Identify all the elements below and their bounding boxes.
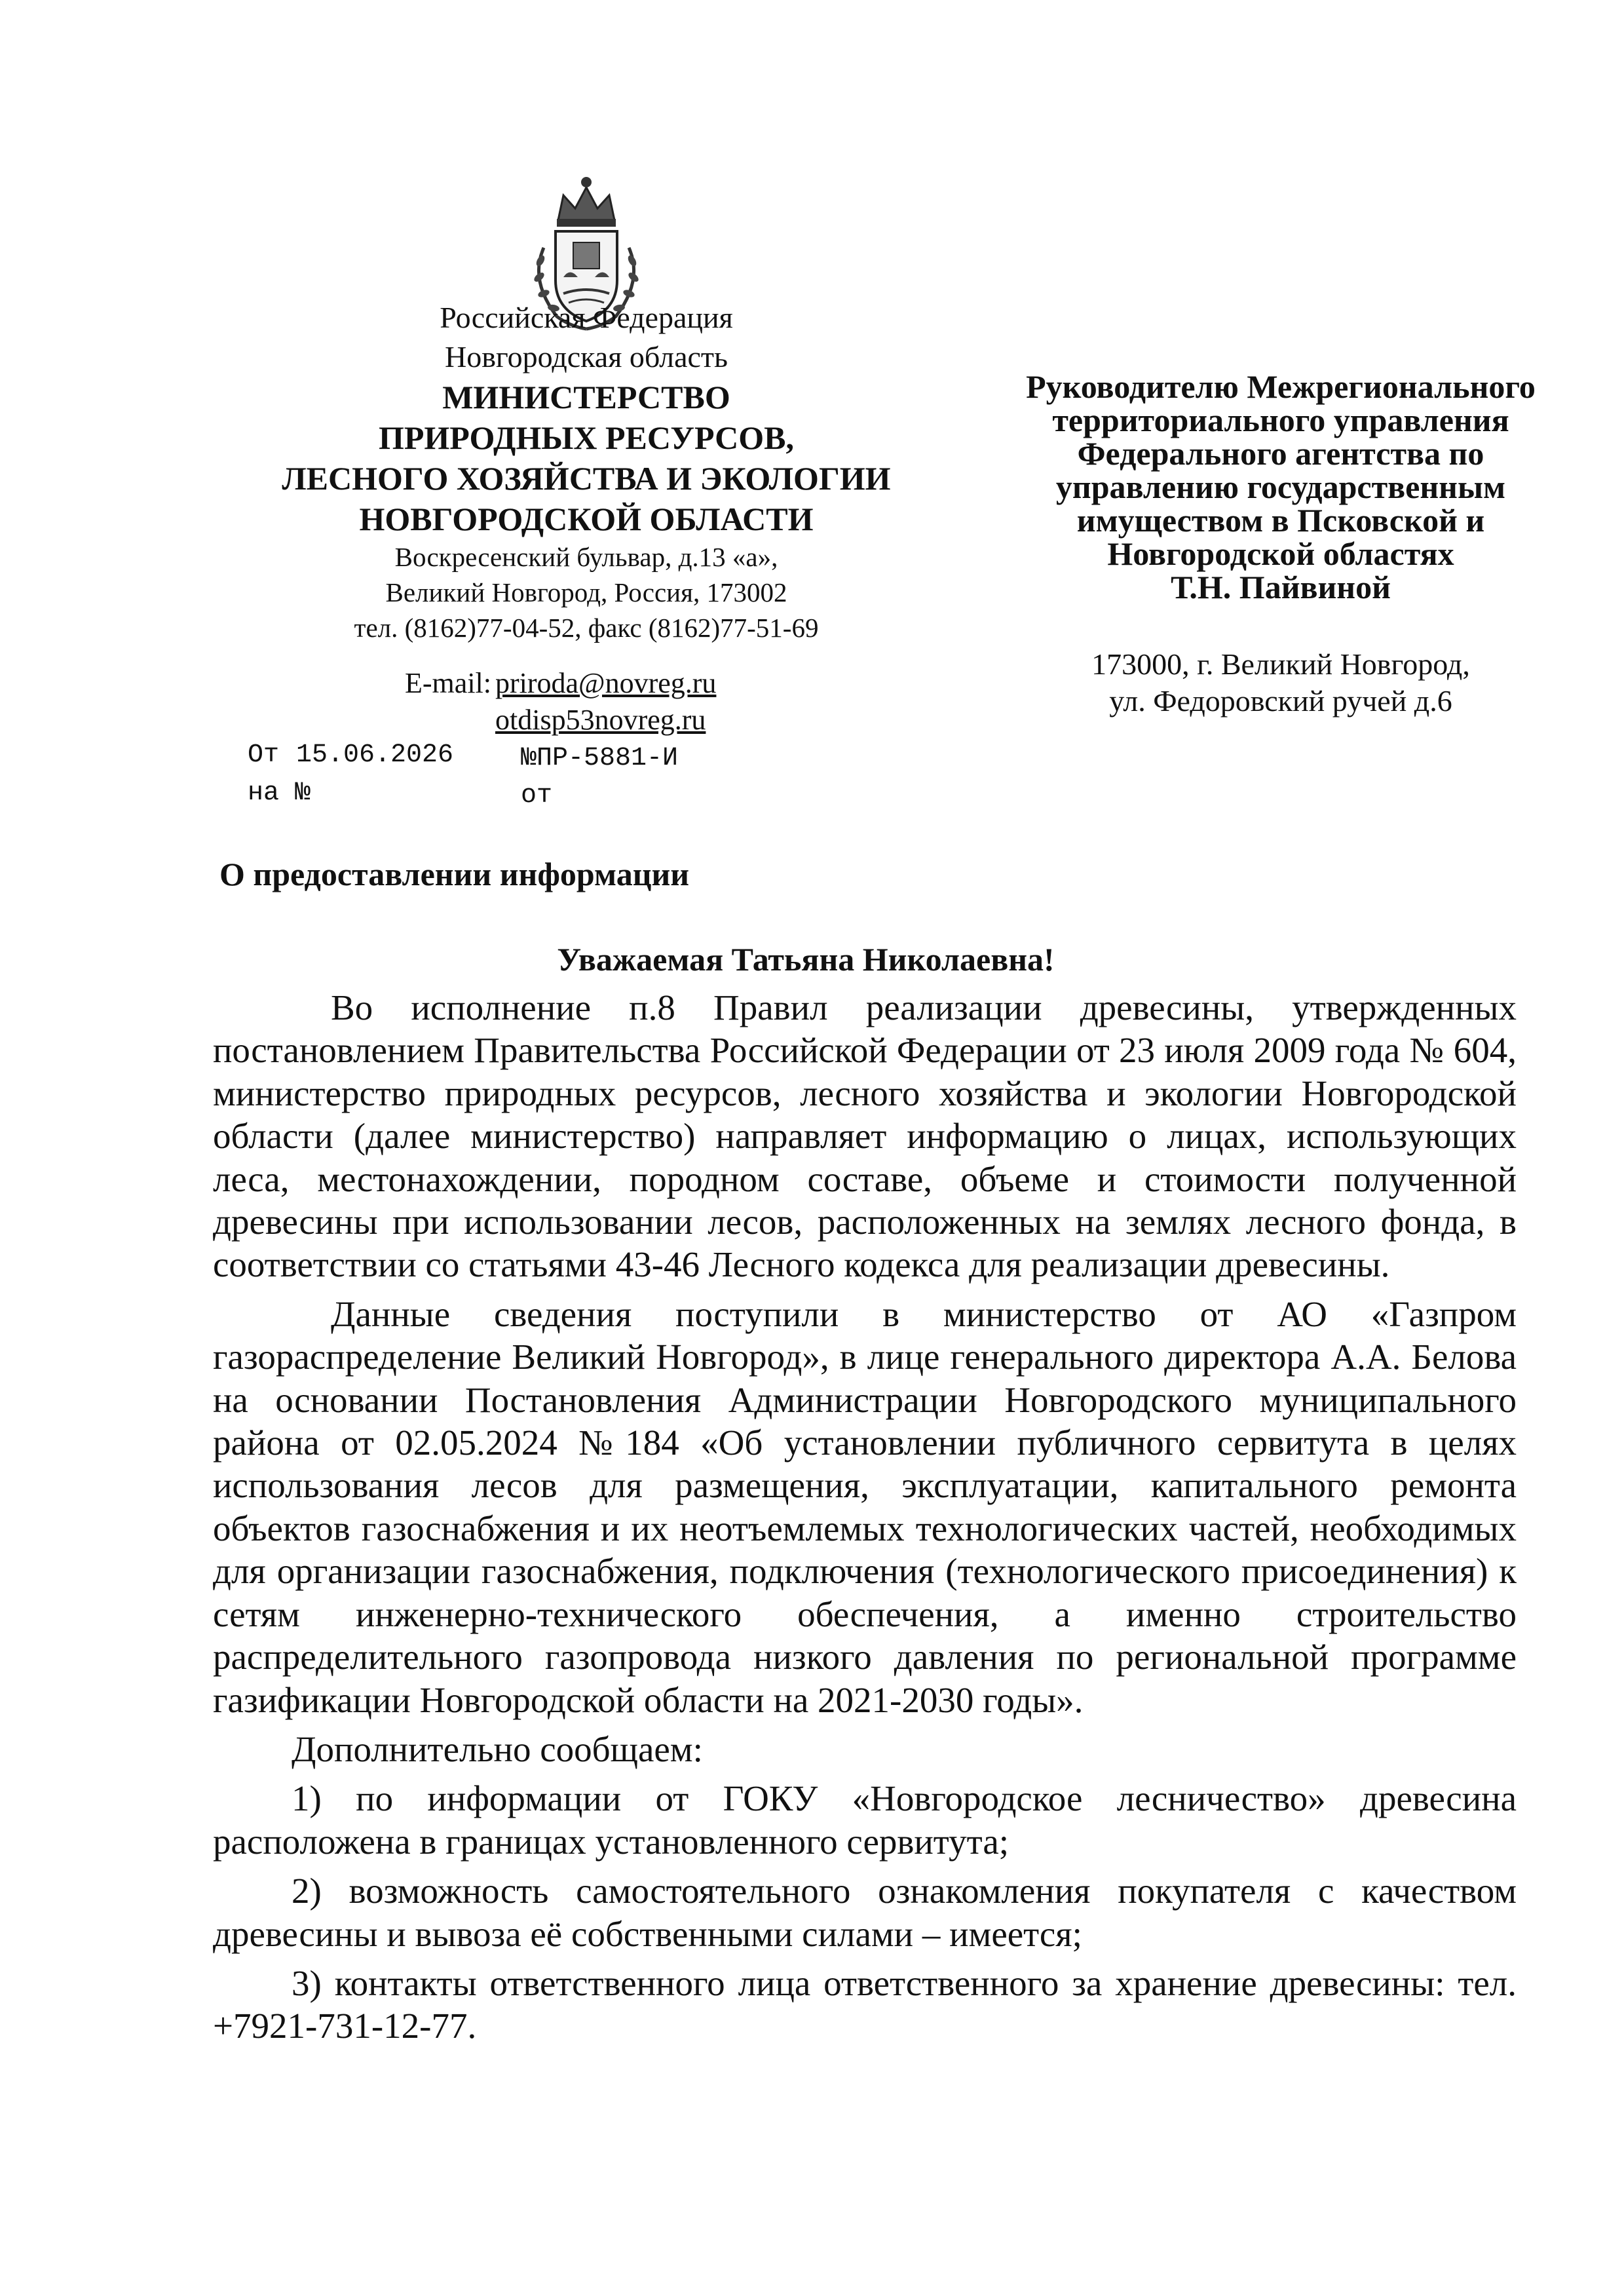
addressee-block (947, 370, 1615, 719)
email-link[interactable]: priroda@novreg.ru (495, 667, 717, 699)
letterhead-country: Российская Федерация (440, 301, 733, 334)
registration-from-label: От (248, 740, 280, 770)
email-label: E-mail: (405, 667, 491, 699)
addressee-line: Новгородской областях (1107, 535, 1454, 572)
addressee-line: Руководителю Межрегионального (1026, 368, 1536, 405)
body-paragraph: Дополнительно сообщаем: (292, 1729, 703, 1769)
ministry-address-line: Великий Новгород, Россия, 173002 (385, 577, 787, 607)
list-item: 3) контакты ответственного лица ответственного за хранение древесины: тел. +7921-731-12-77. (213, 1962, 1517, 2046)
list-item: 2) возможность самостоятельного ознакомления покупателя с качеством древесины и вывоза её собственными силами – имеется; (213, 1871, 1517, 1954)
email-block (393, 665, 852, 738)
addressee-address-line: ул. Федоровский ручей д.6 (1109, 684, 1452, 718)
registration-reference-label: на № (248, 778, 311, 808)
ministry-name-line: НОВГОРОДСКОЙ ОБЛАСТИ (359, 501, 814, 537)
ministry-phone-line: тел. (8162)77-04-52, факс (8162)77-51-69 (354, 613, 819, 643)
letter-body (213, 986, 1517, 2054)
ministry-name-line: ЛЕСНОГО ХОЗЯЙСТВА И ЭКОЛОГИИ (282, 460, 891, 497)
addressee-name: Т.Н. Пайвиной (1171, 569, 1391, 605)
addressee-address-line: 173000, г. Великий Новгород, (1091, 647, 1470, 681)
ministry-name-line: ПРИРОДНЫХ РЕСУРСОВ, (378, 419, 794, 456)
addressee-address (947, 646, 1615, 719)
body-paragraph: Во исполнение п.8 Правил реализации древесины, утвержденных постановлением Правительства Российской Федерации от 23 июля 2009 года № 604, министерство природных ресурсов, лесного хозяйства и экологии Новгородской области (далее министерство) направляет информацию о лицах, использующих леса, местонахождении, породном составе, объеме и стоимости полученной древесины при использовании лесов, расположенных на землях лесного фонда, в соответствии со статьями 43-46 Лесного кодекса для реализации древесины. (213, 987, 1517, 1285)
addressee-line: территориального управления (1052, 402, 1509, 438)
email-link[interactable]: otdisp53novreg.ru (495, 704, 706, 736)
addressee-line: имуществом в Псковской и (1076, 502, 1485, 539)
letterhead-region: Новгородская область (444, 340, 728, 373)
ministry-name-line: МИНИСТЕРСТВО (442, 379, 730, 415)
letterhead (242, 298, 930, 645)
list-item: 1) по информации от ГОКУ «Новгородское лесничество» древесина расположена в границах установленного сервитута; (213, 1778, 1517, 1862)
registration-number: №ПР-5881-И (521, 744, 679, 773)
body-paragraph: Данные сведения поступили в министерство от АО «Газпром газораспределение Великий Новгород», в лице генерального директора А.А. Белова на основании Постановления Администрации Новгородского муниципального района от 02.05.2024 №184 «Об установлении публичного сервитута в целях использования лесов для размещения, эксплуатации, капитального ремонта объектов газоснабжения и их неотъемлемых технологических частей, необходимых для организации газоснабжения, подключения (технологического присоединения) к сетям инженерно-технического обеспечения, а именно строительство распределительного газопровода низкого давления по региональной программе газификации Новгородской области на 2021-2030 годы». (213, 1293, 1517, 1720)
ministry-address-line: Воскресенский бульвар, д.13 «а», (394, 542, 778, 572)
registration-date: 15.06.2026 (296, 740, 454, 770)
salutation: Уважаемая Татьяна Николаевна! (557, 941, 1055, 978)
registration-reference-from: от (521, 781, 553, 811)
addressee-line: Федерального агентства по (1077, 435, 1484, 472)
letter-subject: О предоставлении информации (219, 856, 690, 892)
addressee-line: управлению государственным (1055, 469, 1506, 505)
